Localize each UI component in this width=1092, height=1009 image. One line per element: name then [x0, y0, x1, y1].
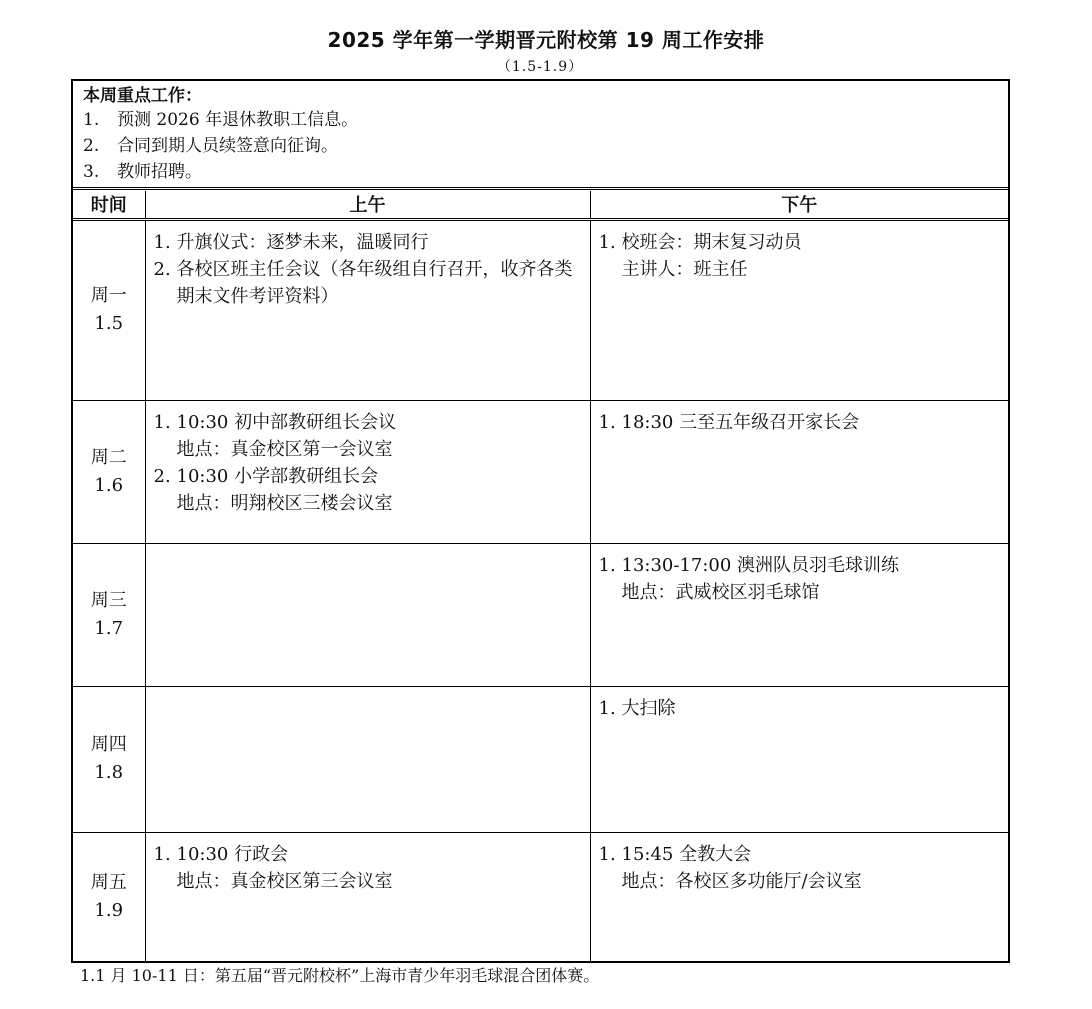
entry-number: 1. — [598, 697, 616, 719]
table-row — [73, 832, 1008, 962]
afternoon-entries — [591, 401, 1009, 436]
table-header-row — [73, 191, 1008, 219]
footnote: 1.1 月 10-11 日：第五届“晋元附校杯”上海市青少年羽毛球混合团体赛。 — [80, 966, 600, 985]
weekday-label: 周五 — [90, 872, 127, 894]
afternoon-cell — [590, 832, 1008, 962]
afternoon-cell — [590, 686, 1008, 832]
entry-number: 1. — [153, 411, 171, 433]
morning-cell — [145, 219, 590, 400]
afternoon-entries — [591, 544, 1009, 606]
focus-item-text: 教师招聘。 — [117, 162, 202, 182]
date-label: 1.8 — [94, 762, 124, 783]
entry-text: 各校区班主任会议（各年级组自行召开，收齐各类期末文件考评资料） — [176, 258, 573, 307]
afternoon-cell — [590, 543, 1008, 686]
schedule-entry — [599, 695, 1001, 722]
schedule-entry — [154, 463, 582, 517]
date-label: 1.9 — [94, 900, 124, 922]
header-time: 时间 — [73, 191, 145, 219]
day-cell — [73, 543, 145, 686]
entry-text: 13:30-17:00 澳洲队员羽毛球训练 — [621, 554, 900, 576]
entry-text: 18:30 三至五年级召开家长会 — [621, 411, 860, 433]
entry-location: 地点：各校区多功能厅/会议室 — [621, 870, 862, 892]
entry-location: 地点：真金校区第三会议室 — [176, 870, 393, 892]
header-afternoon: 下午 — [590, 191, 1008, 219]
weekly-focus-heading: 本周重点工作： — [83, 86, 202, 106]
focus-item-text: 预测 2026 年退休教职工信息。 — [117, 110, 359, 130]
day-cell — [73, 832, 145, 962]
entry-text: 大扫除 — [621, 697, 676, 719]
schedule-entry — [599, 841, 1001, 895]
entry-text: 校班会：期末复习动员 — [621, 231, 802, 253]
morning-cell — [145, 400, 590, 543]
entry-number: 1. — [598, 554, 616, 576]
focus-item-text: 合同到期人员续签意向征询。 — [117, 136, 338, 156]
entry-location: 地点：武威校区羽毛球馆 — [621, 581, 820, 603]
schedule-sheet — [71, 79, 1010, 963]
afternoon-cell — [590, 400, 1008, 543]
schedule-entry — [154, 256, 582, 310]
weekly-focus-section — [73, 81, 1008, 190]
entry-text: 15:45 全教大会 — [621, 843, 752, 865]
schedule-entry — [599, 552, 1001, 606]
morning-cell — [145, 832, 590, 962]
morning-entries — [146, 687, 590, 695]
entry-number: 2. — [153, 258, 171, 280]
date-range: （1.5-1.9） — [496, 59, 584, 75]
entry-location: 主讲人：班主任 — [621, 258, 748, 280]
entry-text: 10:30 行政会 — [176, 843, 289, 865]
weekday-label: 周四 — [90, 734, 127, 755]
weekday-label: 周一 — [90, 285, 127, 306]
entry-location: 地点：真金校区第一会议室 — [176, 438, 393, 460]
focus-item — [83, 159, 1008, 185]
date-label: 1.7 — [94, 617, 124, 639]
morning-entries — [146, 544, 590, 552]
focus-item-number: 1. — [83, 110, 100, 130]
morning-entries — [146, 221, 590, 310]
entry-number: 1. — [598, 411, 616, 433]
morning-entries — [146, 833, 590, 895]
focus-item-number: 2. — [83, 136, 100, 156]
weekday-label: 周二 — [90, 446, 127, 468]
table-row — [73, 686, 1008, 832]
schedule-entry — [599, 229, 1001, 283]
focus-item-number: 3. — [83, 162, 100, 182]
schedule-entry — [154, 409, 582, 463]
afternoon-entries — [591, 221, 1009, 283]
document-title: 2025 学年第一学期晋元附校第 19 周工作安排 — [327, 28, 765, 52]
entry-number: 1. — [153, 231, 171, 253]
weekday-label: 周三 — [90, 589, 127, 611]
schedule-entry — [599, 409, 1001, 436]
table-row — [73, 219, 1008, 400]
day-cell — [73, 686, 145, 832]
schedule-entry — [154, 841, 582, 895]
schedule-entry — [154, 229, 582, 256]
table-row — [73, 400, 1008, 543]
header-morning: 上午 — [145, 191, 590, 219]
entry-number: 1. — [153, 843, 171, 865]
afternoon-cell — [590, 219, 1008, 400]
afternoon-entries — [591, 833, 1009, 895]
entry-text: 10:30 初中部教研组长会议 — [176, 411, 397, 433]
entry-number: 1. — [598, 231, 616, 253]
focus-item — [83, 107, 1008, 133]
weekly-schedule-table — [73, 191, 1008, 962]
date-label: 1.5 — [94, 313, 124, 334]
entry-text: 升旗仪式：逐梦未来，温暖同行 — [176, 231, 429, 253]
focus-item — [83, 133, 1008, 159]
entry-text: 10:30 小学部教研组长会 — [176, 465, 379, 487]
morning-cell — [145, 686, 590, 832]
day-cell — [73, 219, 145, 400]
entry-number: 1. — [598, 843, 616, 865]
day-cell — [73, 400, 145, 543]
date-label: 1.6 — [94, 474, 124, 496]
entry-location: 地点：明翔校区三楼会议室 — [176, 492, 393, 514]
entry-number: 2. — [153, 465, 171, 487]
morning-cell — [145, 543, 590, 686]
table-row — [73, 543, 1008, 686]
morning-entries — [146, 401, 590, 517]
afternoon-entries — [591, 687, 1009, 722]
